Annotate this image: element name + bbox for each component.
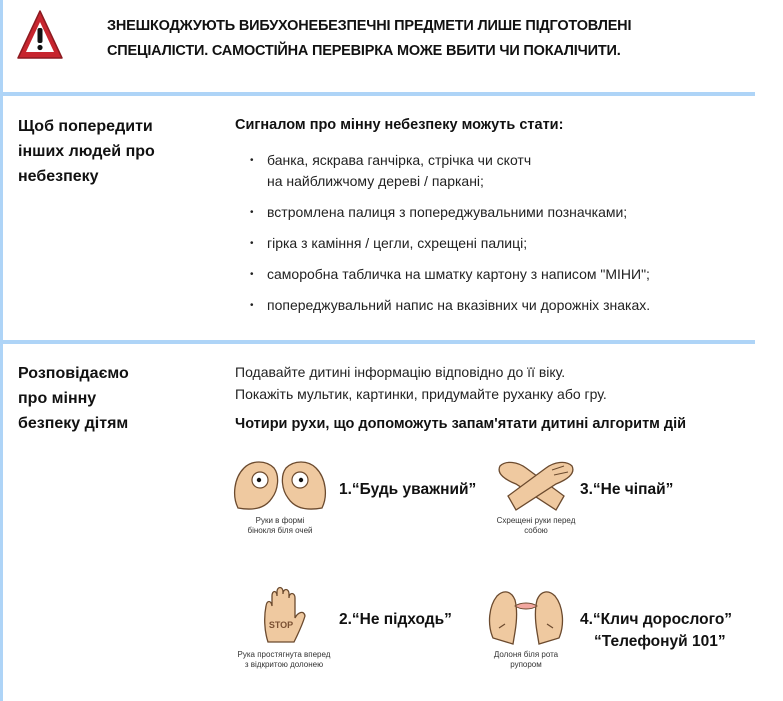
move-caption (219, 650, 349, 670)
intro-line: Подавайте дитині інформацію відповідно до її віку. (235, 364, 566, 380)
warning-line: СПЕЦІАЛІСТИ. САМОСТІЙНА ПЕРЕВІРКА МОЖЕ ВБИТИ ЧИ ПОКАЛІЧИТИ. (107, 43, 621, 59)
move-caption (471, 516, 601, 536)
list-item-text: попереджувальний напис на вказівних чи дорожніх знаках. (267, 297, 651, 313)
warning-triangle-icon (16, 8, 64, 63)
section-divider (0, 92, 755, 96)
move-label-dont-approach: 2.“Не підходь” (339, 611, 452, 628)
signals-lead: Сигналом про мінну небезпеку можуть стати: (235, 117, 564, 133)
list-item (250, 202, 650, 223)
caption-line: бінокля біля очей (247, 526, 313, 535)
list-item-text: саморобна табличка на шматку картону з написом "МІНИ"; (267, 266, 650, 282)
move-caption (215, 516, 345, 536)
moves-lead: Чотири рухи, що допоможуть запам'ятати дитині алгоритм дій (235, 416, 687, 432)
list-item-text: встромлена палиця з попереджувальними позначками; (267, 204, 628, 220)
section-title-kids-safety (18, 361, 129, 436)
title-line: Щоб попередити (18, 118, 153, 135)
left-border (0, 0, 3, 701)
caption-line: Долоня біля рота (493, 650, 559, 659)
list-item-text: гірка з каміння / цегли, схрещені палиці; (267, 235, 528, 251)
bullet-icon: • (250, 207, 254, 218)
move-caption (461, 650, 591, 670)
kids-intro (235, 361, 607, 405)
list-item (250, 150, 650, 192)
warning-message (107, 14, 747, 64)
section-title-warn-others (18, 114, 155, 189)
binocular-hands-icon (230, 456, 330, 514)
caption-line: з відкритою долонею (244, 660, 324, 669)
title-line: небезпеку (18, 168, 99, 185)
move-label-line: “Телефонуй 101” (594, 633, 726, 650)
caption-line: Схрещені руки перед (496, 516, 576, 525)
stop-hand-text: STOP (268, 620, 294, 630)
intro-line: Покажіть мультик, картинки, придумайте руханку або гру. (235, 386, 607, 402)
bullet-icon: • (250, 300, 254, 311)
list-item-text: на найближчому дереві / паркані; (267, 173, 484, 189)
caption-line: рупором (510, 660, 542, 669)
warning-line: ЗНЕШКОДЖУЮТЬ ВИБУХОНЕБЕЗПЕЧНІ ПРЕДМЕТИ ЛИШЕ ПІДГОТОВЛЕНІ (107, 18, 632, 34)
list-item (250, 233, 650, 254)
move-label-line: 4.“Клич дорослого” (580, 611, 733, 628)
bullet-icon: • (250, 238, 254, 249)
move-label-call-adult (580, 609, 732, 653)
caption-line: Рука простягнута вперед (237, 650, 331, 659)
stop-hand-icon (262, 586, 308, 648)
caption-line: Руки в формі (255, 516, 305, 525)
crossed-hands-icon (494, 456, 578, 512)
caption-line: собою (524, 526, 548, 535)
bullet-icon: • (250, 269, 254, 280)
list-item (250, 295, 650, 316)
list-item (250, 264, 650, 285)
signals-list (250, 150, 650, 326)
bullet-icon: • (250, 155, 254, 166)
title-line: Розповідаємо (18, 365, 129, 382)
section-divider (0, 340, 755, 344)
title-line: безпеку дітям (18, 415, 129, 432)
megaphone-hands-icon (487, 586, 565, 646)
list-item-text: банка, яскрава ганчірка, стрічка чи скотч (267, 152, 532, 168)
move-label-dont-touch: 3.“Не чіпай” (580, 481, 674, 498)
move-label-be-careful: 1.“Будь уважний” (339, 481, 477, 498)
title-line: про мінну (18, 390, 97, 407)
title-line: інших людей про (18, 143, 155, 160)
